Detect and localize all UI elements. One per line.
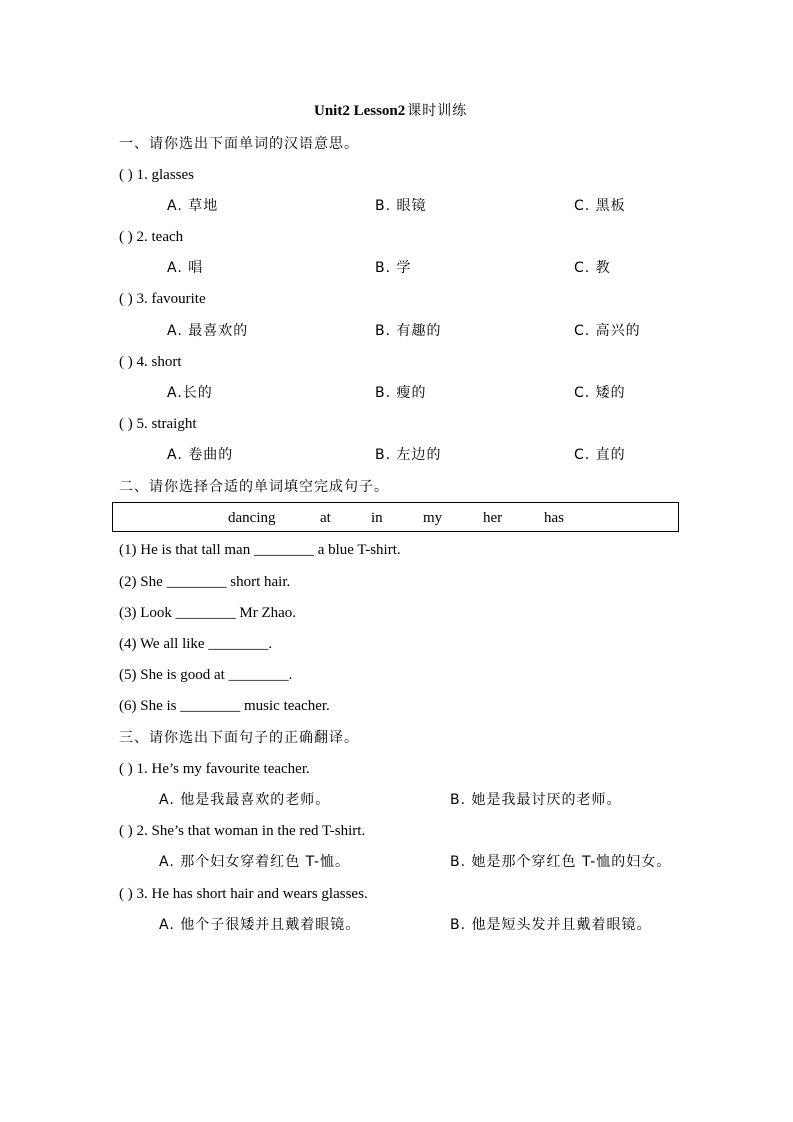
word-bank-item: dancing (228, 510, 276, 526)
s1-q2-option-c[interactable]: C. 教 (574, 260, 611, 276)
s1-q5-option-c[interactable]: C. 直的 (574, 447, 626, 463)
s3-q1-stem: ( ) 1. He’s my favourite teacher. (119, 761, 310, 777)
title-chinese: 课时训练 (407, 103, 468, 119)
s2-sentence-2: (2) She ________ short hair. (119, 574, 291, 590)
s1-q5-stem: ( ) 5. straight (119, 416, 197, 432)
s2-sentence-1: (1) He is that tall man ________ a blue T-shirt. (119, 542, 401, 558)
s3-q1-option-a[interactable]: A. 他是我最喜欢的老师。 (159, 792, 331, 808)
s1-q1-option-c[interactable]: C. 黑板 (574, 198, 626, 214)
word-bank-item: in (371, 510, 383, 526)
page-title (314, 102, 467, 120)
s2-sentence-6: (6) She is ________ music teacher. (119, 698, 330, 714)
s1-q4-stem: ( ) 4. short (119, 354, 182, 370)
s1-q1-option-b[interactable]: B. 眼镜 (375, 198, 427, 214)
s3-q2-option-b[interactable]: B. 她是那个穿红色 T-恤的妇女。 (450, 854, 672, 870)
s1-q4-option-a[interactable]: A.长的 (167, 385, 213, 401)
s3-q3-option-a[interactable]: A. 他个子很矮并且戴着眼镜。 (159, 917, 361, 933)
s1-q3-option-c[interactable]: C. 高兴的 (574, 323, 641, 339)
word-bank-item: has (544, 510, 564, 526)
s1-q5-option-b[interactable]: B. 左边的 (375, 447, 442, 463)
section3-heading: 三、请你选出下面句子的正确翻译。 (119, 730, 359, 746)
s1-q1-stem: ( ) 1. glasses (119, 167, 194, 183)
s3-q2-stem: ( ) 2. She’s that woman in the red T-shirt. (119, 823, 366, 839)
s1-q2-option-a[interactable]: A. 唱 (167, 260, 204, 276)
s3-q3-stem: ( ) 3. He has short hair and wears glasses. (119, 886, 368, 902)
s1-q4-option-b[interactable]: B. 瘦的 (375, 385, 427, 401)
s3-q3-option-b[interactable]: B. 他是短头发并且戴着眼镜。 (450, 917, 652, 933)
s2-sentence-4: (4) We all like ________. (119, 636, 273, 652)
section2-heading: 二、请你选择合适的单词填空完成句子。 (119, 479, 389, 495)
s1-q5-option-a[interactable]: A. 卷曲的 (167, 447, 234, 463)
word-bank-item: my (423, 510, 443, 526)
s1-q3-option-a[interactable]: A. 最喜欢的 (167, 323, 249, 339)
s1-q3-option-b[interactable]: B. 有趣的 (375, 323, 442, 339)
s1-q1-option-a[interactable]: A. 草地 (167, 198, 219, 214)
s3-q1-option-b[interactable]: B. 她是我最讨厌的老师。 (450, 792, 622, 808)
s1-q2-stem: ( ) 2. teach (119, 229, 184, 245)
s2-sentence-3: (3) Look ________ Mr Zhao. (119, 605, 297, 621)
word-bank-item: her (483, 510, 503, 526)
word-bank-item: at (320, 510, 331, 526)
s3-q2-option-a[interactable]: A. 那个妇女穿着红色 T-恤。 (159, 854, 350, 870)
s1-q3-stem: ( ) 3. favourite (119, 291, 206, 307)
title-english: Unit2 Lesson2 (314, 103, 406, 119)
section1-heading: 一、请你选出下面单词的汉语意思。 (119, 136, 359, 152)
s1-q2-option-b[interactable]: B. 学 (375, 260, 412, 276)
s2-sentence-5: (5) She is good at ________. (119, 667, 293, 683)
word-bank-box (112, 502, 679, 532)
s1-q4-option-c[interactable]: C. 矮的 (574, 385, 626, 401)
